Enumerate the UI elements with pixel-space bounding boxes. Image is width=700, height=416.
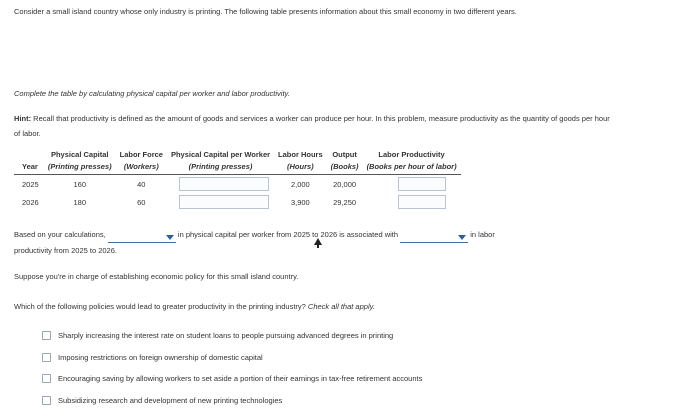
chevron-down-icon [166, 235, 174, 240]
instruction-text: Complete the table by calculating physical capital per worker and labor productivity. [14, 89, 290, 98]
col-capital-per-worker: Physical Capital per Worker (Printing presses) [167, 149, 274, 175]
labor-productivity-input-2025[interactable] [398, 177, 446, 191]
table-row [14, 193, 461, 211]
statement-part2: in physical capital per worker from 2025 to 2026 is associated with [177, 230, 399, 239]
cell-capital-per-worker [167, 193, 274, 211]
option-label: Encouraging saving by allowing workers to set aside a portion of their earnings in tax-free retirement accounts [58, 374, 423, 384]
option-label: Imposing restrictions on foreign ownership of domestic capital [58, 352, 263, 362]
table-row [14, 175, 461, 194]
col-labor-hours: Labor Hours (Hours) [274, 149, 327, 175]
policy-options [42, 325, 422, 411]
statement-part1: Based on your calculations, [14, 230, 106, 239]
table-header-row [14, 149, 461, 175]
option-saving[interactable] [42, 368, 422, 390]
cell-labor-force: 60 [137, 197, 146, 207]
intro-text: Consider a small island country whose only industry is printing. The following table presents information about this small economy in two different years. [14, 7, 517, 16]
col-labor-productivity: Labor Productivity (Books per hour of labor) [363, 149, 461, 175]
option-research[interactable] [42, 390, 422, 412]
capital-per-worker-input-2026[interactable] [179, 195, 269, 209]
economy-table [14, 149, 461, 211]
cell-year: 2026 [22, 197, 39, 207]
chevron-down-icon [458, 235, 466, 240]
statement-part3: in labor [470, 230, 495, 239]
statement-part4: productivity from 2025 to 2026. [14, 246, 117, 255]
cell-capital-per-worker [167, 175, 274, 194]
change-productivity-dropdown[interactable] [400, 232, 468, 243]
cell-labor-force: 40 [137, 179, 146, 189]
col-labor-force: Labor Force (Workers) [116, 149, 167, 175]
option-interest-rate[interactable] [42, 325, 422, 347]
suppose-text: Suppose you're in charge of establishing economic policy for this small island country. [14, 272, 299, 281]
col-output: Output (Books) [327, 149, 363, 175]
hint-text [14, 111, 614, 141]
checkbox[interactable] [42, 353, 51, 362]
checkbox[interactable] [42, 374, 51, 383]
capital-per-worker-input-2025[interactable] [179, 177, 269, 191]
change-capital-dropdown[interactable] [108, 232, 176, 243]
hint-label: Hint: [14, 114, 32, 123]
option-label: Subsidizing research and development of new printing technologies [58, 395, 283, 405]
col-physical-capital: Physical Capital (Printing presses) [44, 149, 116, 175]
option-label: Sharply increasing the interest rate on student loans to people pursuing advanced degrees in printing [58, 331, 394, 341]
question-note: Check all that apply. [307, 302, 375, 311]
cell-labor-productivity [363, 193, 461, 211]
mouse-cursor-icon [314, 238, 322, 245]
cell-labor-hours: 2,000 [290, 179, 310, 189]
col-year: Year [14, 149, 44, 175]
labor-productivity-input-2026[interactable] [398, 195, 446, 209]
checkbox[interactable] [42, 331, 51, 340]
cell-capital: 180 [73, 197, 86, 207]
option-foreign-ownership[interactable] [42, 347, 422, 369]
cell-year: 2025 [22, 179, 39, 189]
cell-labor-productivity [363, 175, 461, 194]
cell-labor-hours: 3,900 [290, 197, 310, 207]
hint-body: Recall that productivity is defined as the amount of goods and services a worker can produce per hour. In this problem, measure productivity as the quantity of goods per hour of labor. [14, 114, 610, 138]
question-text [14, 302, 375, 311]
cell-output: 20,000 [333, 179, 357, 189]
cell-capital: 160 [73, 179, 86, 189]
cell-output: 29,250 [333, 197, 357, 207]
checkbox[interactable] [42, 396, 51, 405]
question-body: Which of the following policies would lead to greater productivity in the printing industry? [14, 302, 308, 311]
